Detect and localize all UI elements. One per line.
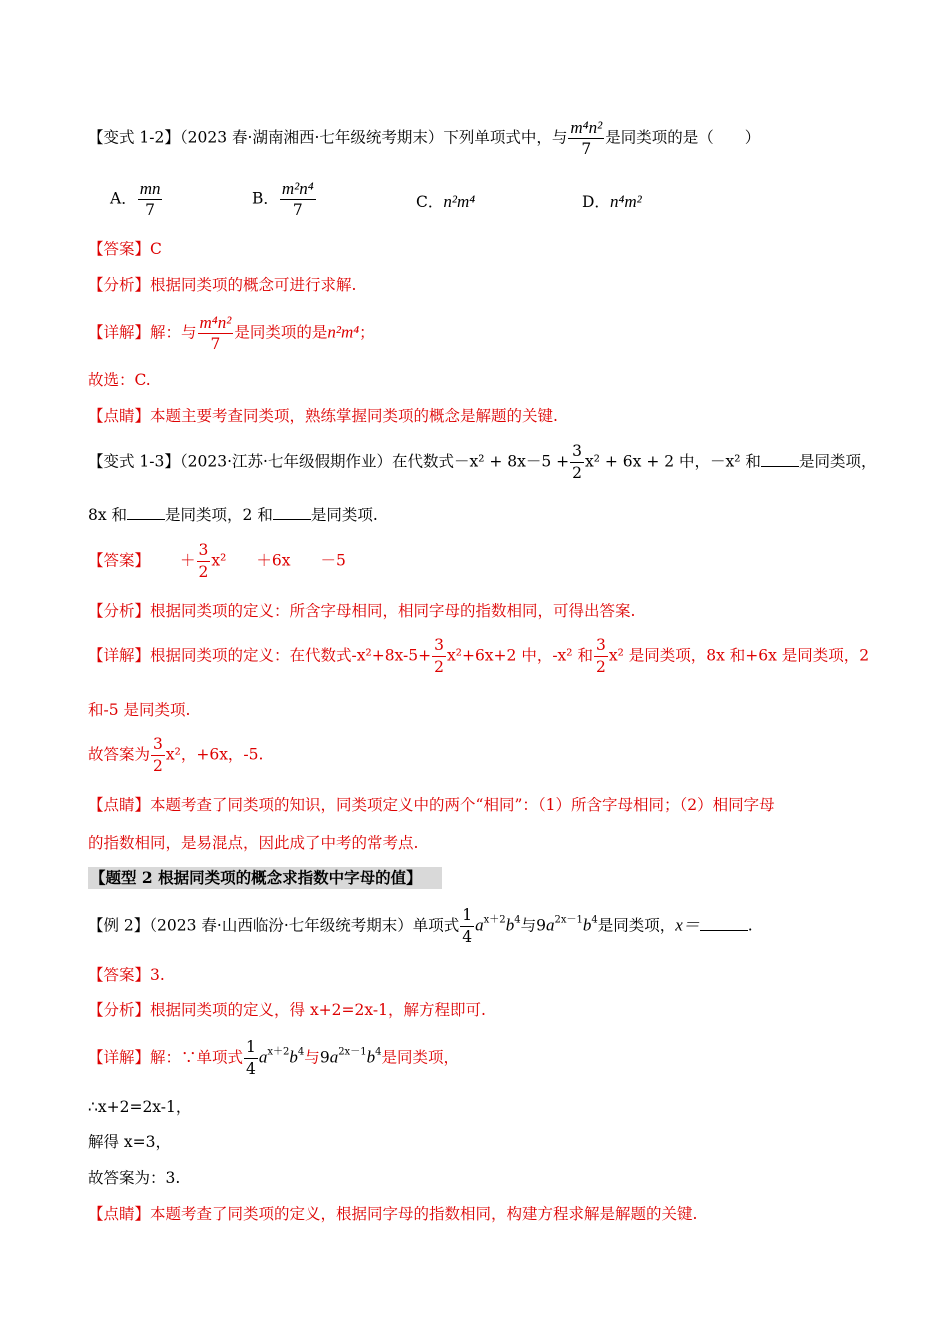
denominator: 4 <box>246 1060 256 1078</box>
option-a <box>110 178 163 221</box>
analysis-text: 根据同类项的定义：所含字母相同，相同字母的指数相同，可得出答案. <box>150 602 636 620</box>
variant-1-3-question-cont <box>88 505 378 525</box>
final-text: x²，+6x，-5. <box>165 745 264 764</box>
step-text: 解得 x=3， <box>88 1133 172 1151</box>
detail-text: 解：∵单项式 <box>150 1048 244 1067</box>
choice-text: 故选：C. <box>88 371 151 389</box>
topic-heading: 【题型 2 根据同类项的概念求指数中字母的值】 <box>88 867 442 889</box>
answer-value: x² <box>211 551 227 570</box>
fraction <box>568 117 604 160</box>
step-text: 故答案为：3. <box>88 1169 181 1187</box>
answer-value: ＋6x <box>256 551 291 570</box>
question-text: 是同类项， <box>798 452 877 471</box>
question-text: 是同类项，2 和 <box>165 506 273 524</box>
analysis-label: 【分析】 <box>88 276 151 294</box>
math-var: b <box>582 915 592 935</box>
step-text: ∴x+2=2x-1， <box>88 1098 192 1116</box>
detail-label: 【详解】 <box>88 1048 151 1067</box>
question-text: 是同类项， <box>597 916 676 935</box>
math-var: a <box>258 1047 268 1067</box>
comment-text: 本题主要考查同类项，熟练掌握同类项的概念是解题的关键. <box>150 407 558 425</box>
fraction <box>197 540 211 583</box>
option-label: C． <box>416 193 444 211</box>
denominator: 2 <box>572 464 583 482</box>
answer-value: C <box>150 240 162 258</box>
variant-1-2-question <box>88 117 760 160</box>
detail-text: 与 <box>304 1048 320 1067</box>
option-label: A． <box>110 189 137 208</box>
math-term: n²m⁴ <box>327 322 360 342</box>
numerator: 3 <box>432 635 446 657</box>
detail-line <box>88 312 375 355</box>
math-var: a <box>475 915 484 935</box>
source: （2023 春·山西临汾·七年级统考期末） <box>149 916 413 935</box>
math-var: b <box>289 1047 298 1067</box>
comment-line <box>88 1204 697 1224</box>
fraction <box>198 312 234 355</box>
numerator: m²n⁴ <box>281 179 314 198</box>
comment-label: 【点睛】 <box>88 796 151 814</box>
exponent: x＋2 <box>267 1046 290 1058</box>
answer-blank[interactable] <box>127 518 165 520</box>
denominator: 4 <box>462 928 473 946</box>
option-label: D． <box>582 193 610 211</box>
analysis-text: 根据同类项的概念可进行求解. <box>150 276 357 294</box>
answer-label: 【答案】 <box>88 551 151 570</box>
detail-text: 解：与 <box>150 323 197 342</box>
answer-blank[interactable] <box>273 518 311 520</box>
fraction <box>138 178 163 221</box>
question-text: 8x 和 <box>88 506 128 524</box>
numerator: m⁴n² <box>199 313 232 332</box>
fraction <box>432 635 446 678</box>
comment-text: 本题考查了同类项的定义，根据同字母的指数相同，构建方程求解是解题的关键. <box>150 1205 698 1223</box>
denominator: 2 <box>434 658 444 676</box>
denominator: 7 <box>210 335 221 353</box>
numerator: m⁴n² <box>570 118 603 137</box>
step-line <box>88 1168 180 1188</box>
comment-label: 【点睛】 <box>88 407 151 425</box>
final-answer-line <box>88 734 263 777</box>
denominator: 7 <box>145 201 156 219</box>
math-var: b <box>505 915 515 935</box>
detail-line <box>88 635 869 678</box>
numerator: 3 <box>151 734 165 756</box>
example-tag: 【例 2】 <box>88 916 150 935</box>
comment-line <box>88 406 558 426</box>
answer-value: －5 <box>320 551 346 570</box>
numerator: 1 <box>460 905 474 927</box>
numerator: 3 <box>594 635 608 657</box>
fraction <box>570 441 584 484</box>
detail-text: x² 是同类项，8x 和+6x 是同类项，2 <box>608 646 870 665</box>
detail-text: 是同类项的是 <box>234 323 328 342</box>
source: （2023·江苏·七年级假期作业） <box>179 452 392 471</box>
math-var: x＝ <box>675 915 700 935</box>
question-text: 与 <box>520 916 537 935</box>
denominator: 2 <box>595 658 606 676</box>
numerator: mn <box>139 179 161 198</box>
exponent: 2x－1 <box>338 1046 367 1058</box>
exponent: 4 <box>297 1046 305 1058</box>
answer-value: ＋ <box>180 551 196 570</box>
exponent: x＋2 <box>483 914 506 926</box>
analysis-text: 根据同类项的定义，得 x+2=2x-1，解方程即可. <box>150 1001 486 1019</box>
comment-line-cont <box>88 833 418 853</box>
choice-line <box>88 370 151 390</box>
math-coef: 9 <box>319 1048 330 1067</box>
question-text: 下列单项式中，与 <box>443 128 568 147</box>
comment-label: 【点睛】 <box>88 1205 151 1223</box>
answer-label: 【答案】 <box>88 240 151 258</box>
numerator: 1 <box>244 1037 258 1059</box>
question-text: x² + 6x + 2 中，－x² 和 <box>585 452 761 471</box>
detail-label: 【详解】 <box>88 323 151 342</box>
final-text: 故答案为 <box>88 745 151 764</box>
comment-line <box>88 795 775 815</box>
question-text: . <box>747 916 753 935</box>
variant-tag: 【变式 1-3】 <box>88 452 180 471</box>
analysis-line <box>88 1000 486 1020</box>
detail-text: x²+6x+2 中，-x² 和 <box>447 646 593 665</box>
option-b <box>252 178 317 221</box>
numerator: 3 <box>570 441 584 463</box>
comment-text: 本题考查了同类项的知识，同类项定义中的两个“相同”：（1）所含字母相同；（2）相同字母 <box>150 796 775 814</box>
math-var: b <box>366 1047 376 1067</box>
math-coef: 9 <box>536 916 546 935</box>
option-c <box>416 190 475 212</box>
option-value: n²m⁴ <box>443 192 476 211</box>
exponent: 4 <box>591 914 598 926</box>
detail-line-cont <box>88 700 190 720</box>
answer-line <box>88 239 162 259</box>
variant-1-3-question <box>88 441 876 484</box>
denominator: 7 <box>581 140 592 158</box>
step-line <box>88 1132 171 1152</box>
fraction <box>594 635 608 678</box>
detail-text: ； <box>359 323 375 342</box>
detail-text: 和-5 是同类项. <box>88 701 191 719</box>
question-text: 是同类项. <box>310 506 378 524</box>
comment-text: 的指数相同，是易混点，因此成了中考的常考点. <box>88 834 419 852</box>
denominator: 2 <box>153 757 163 775</box>
variant-tag: 【变式 1-2】 <box>88 128 180 147</box>
analysis-label: 【分析】 <box>88 1001 151 1019</box>
analysis-label: 【分析】 <box>88 602 151 620</box>
example-2-question <box>88 905 753 948</box>
math-var: a <box>329 1047 339 1067</box>
exponent: 2x－1 <box>554 914 583 926</box>
denominator: 7 <box>292 201 303 219</box>
detail-line <box>88 1037 459 1080</box>
fraction <box>244 1037 258 1080</box>
fraction <box>280 178 316 221</box>
math-var: a <box>545 915 555 935</box>
detail-text: 是同类项， <box>381 1048 459 1067</box>
answer-blank[interactable] <box>761 465 799 467</box>
option-d <box>582 190 642 212</box>
analysis-line <box>88 275 356 295</box>
option-label: B． <box>252 189 279 208</box>
question-text: 是同类项的是（ ） <box>605 128 761 147</box>
answer-line <box>88 965 165 985</box>
analysis-line <box>88 601 635 621</box>
step-line <box>88 1097 191 1117</box>
source: （2023 春·湖南湘西·七年级统考期末） <box>179 128 444 147</box>
answer-label: 【答案】 <box>88 966 151 984</box>
numerator: 3 <box>197 540 211 562</box>
exponent: 4 <box>514 914 521 926</box>
exponent: 4 <box>375 1046 382 1058</box>
detail-label: 【详解】 <box>88 646 151 665</box>
detail-text: 根据同类项的定义：在代数式-x²+8x-5+ <box>150 646 432 665</box>
answer-value: 3. <box>150 966 165 984</box>
question-text: 单项式 <box>412 916 460 935</box>
fraction <box>460 905 474 948</box>
question-text: 在代数式－x² + 8x－5 + <box>391 452 570 471</box>
fraction <box>151 734 165 777</box>
option-value: n⁴m² <box>609 192 642 211</box>
answer-line <box>88 540 346 583</box>
denominator: 2 <box>198 563 209 581</box>
answer-blank[interactable] <box>700 930 748 931</box>
